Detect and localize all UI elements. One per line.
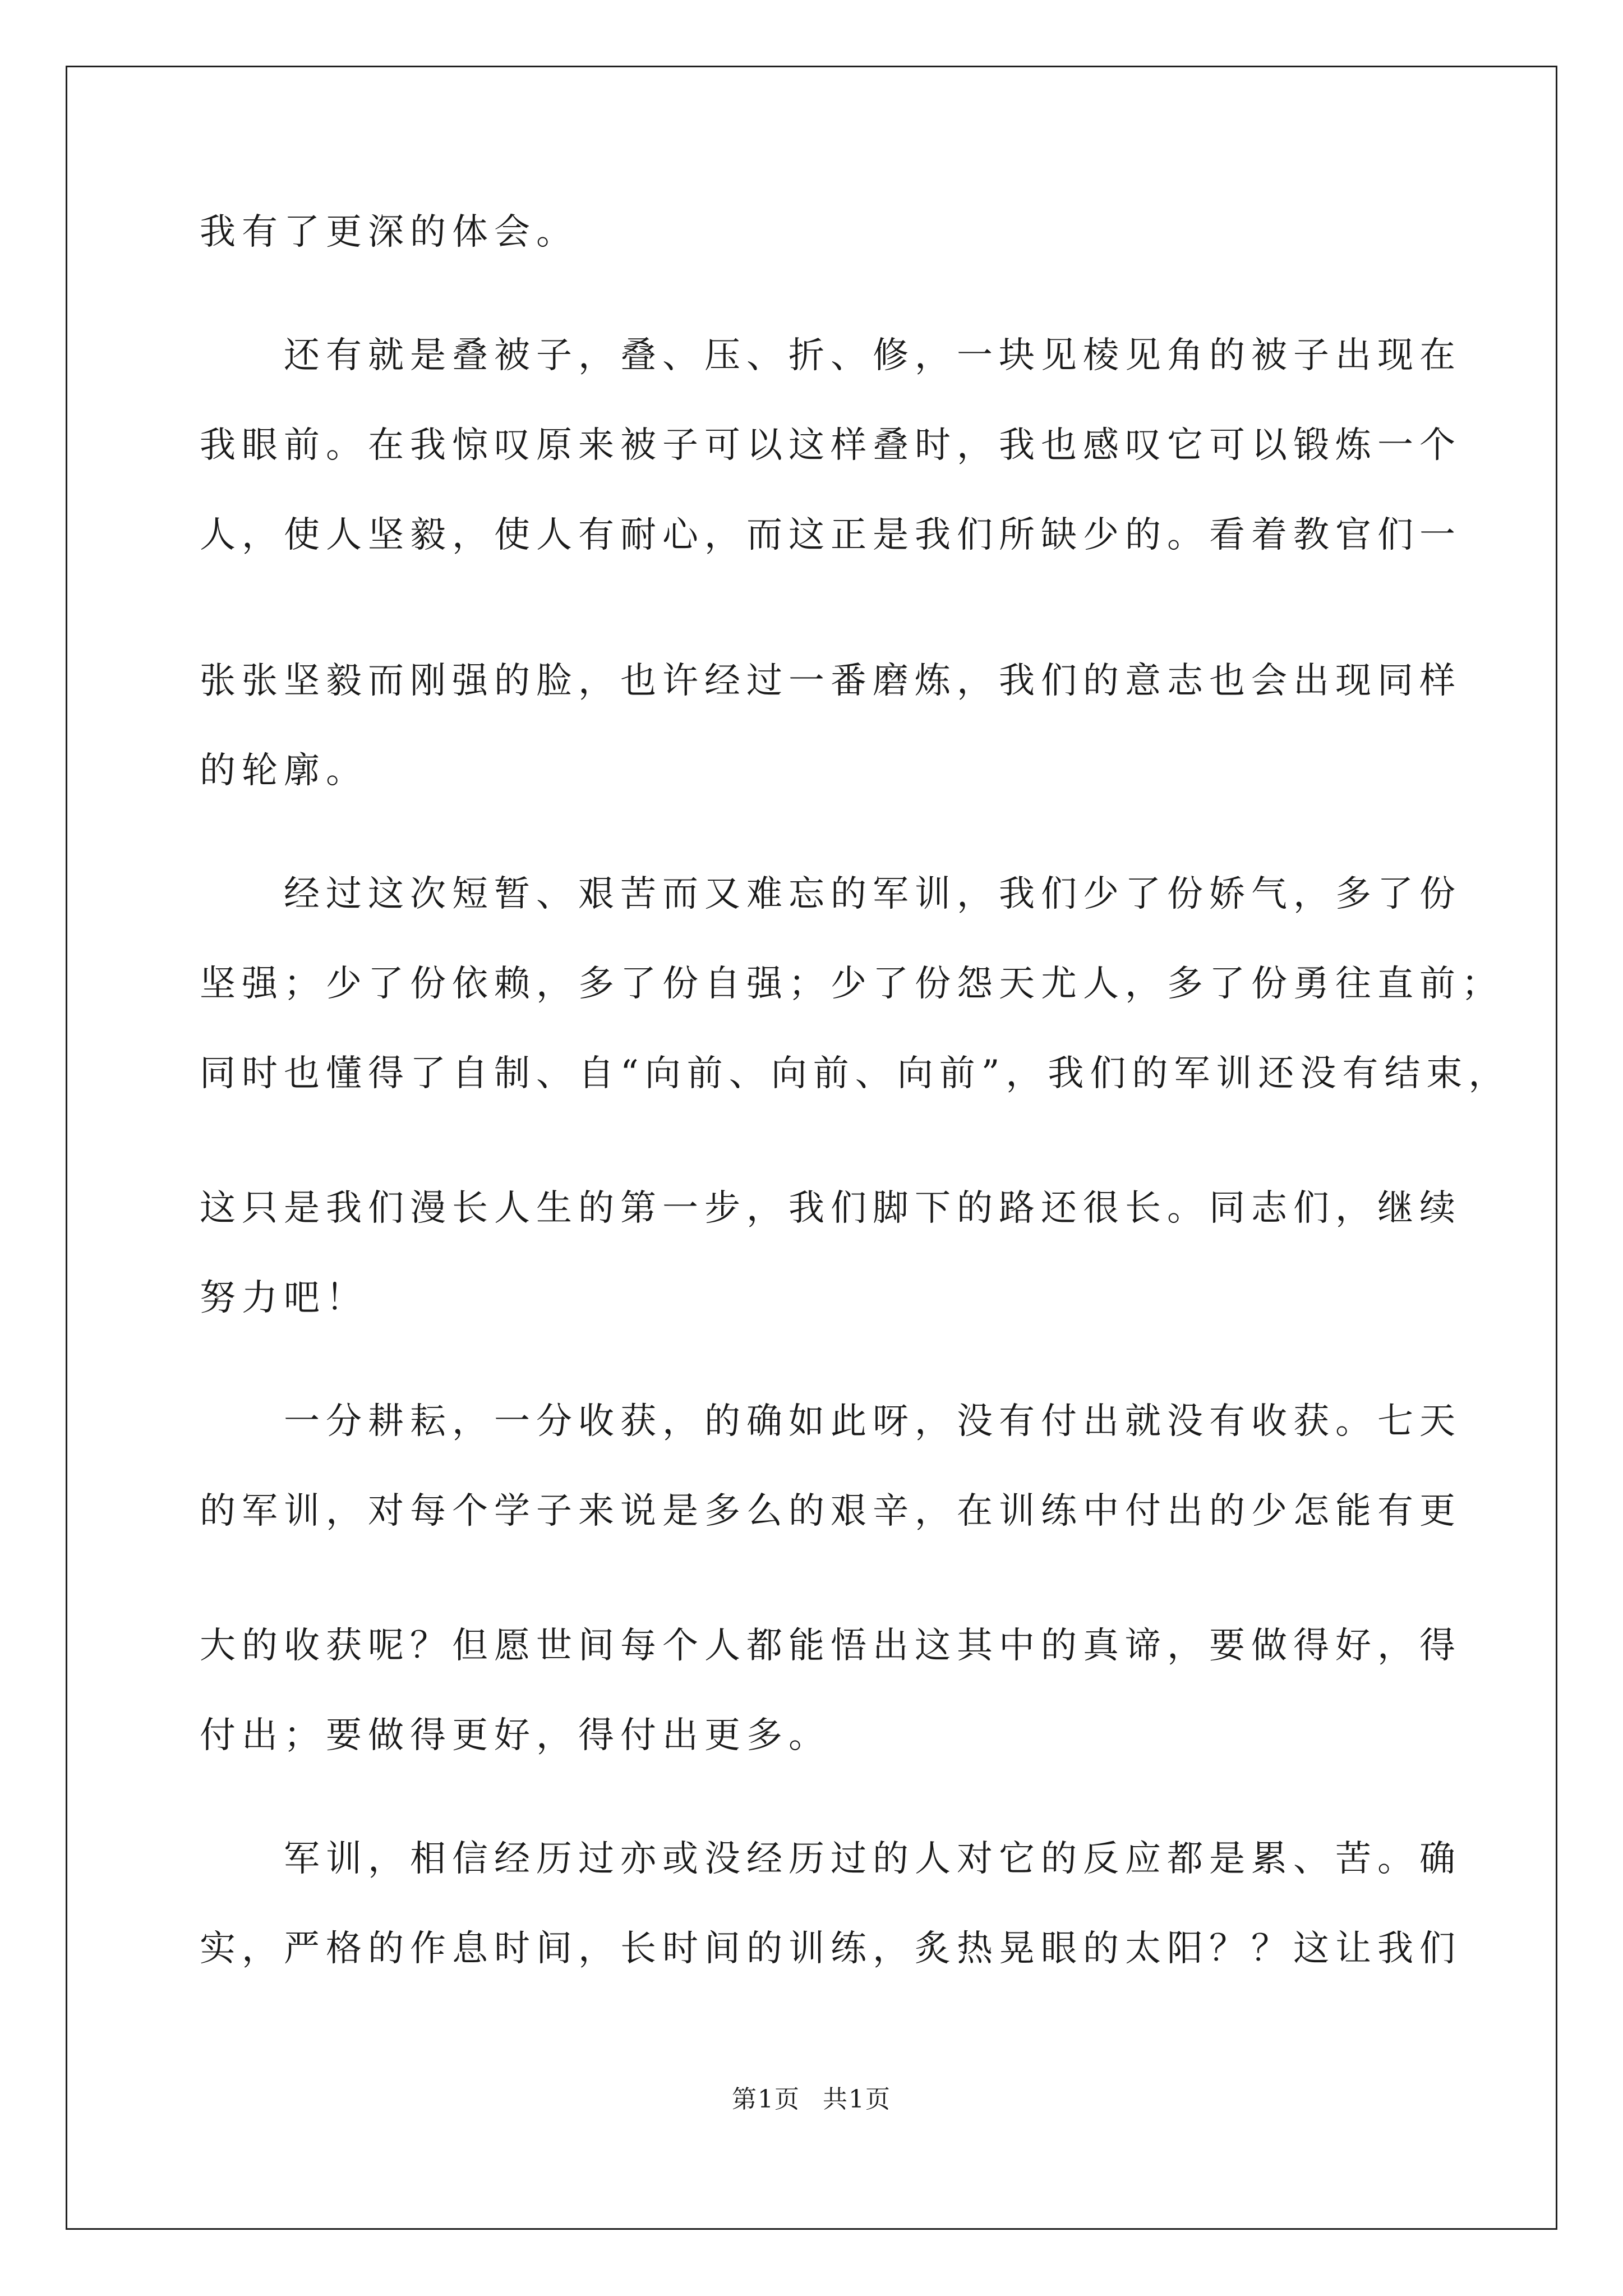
text-line: 的军训，对每个学子来说是多么的艰辛，在训练中付出的少怎能有更 — [200, 1490, 1461, 1532]
text-line: 的轮廓。 — [200, 750, 368, 792]
text-line: 还有就是叠被子，叠、压、折、修，一块见棱见角的被子出现在 — [200, 335, 1461, 376]
text-line: 坚强；少了份依赖，多了份自强；少了份怨天尤人，多了份勇往直前； — [200, 963, 1504, 1005]
text-line: 一分耕耘，一分收获，的确如此呀，没有付出就没有收获。七天 — [200, 1401, 1461, 1442]
text-line: 军训，相信经历过亦或没经历过的人对它的反应都是累、苦。确 — [200, 1838, 1461, 1880]
text-line: 人，使人坚毅，使人有耐心，而这正是我们所缺少的。看着教官们一 — [200, 514, 1461, 556]
text-line: 张张坚毅而刚强的脸，也许经过一番磨炼，我们的意志也会出现同样 — [200, 660, 1461, 702]
page-border — [66, 66, 1557, 2230]
text-line: 大的收获呢？但愿世间每个人都能悟出这其中的真谛，要做得好，得 — [200, 1625, 1461, 1667]
text-line: 我眼前。在我惊叹原来被子可以这样叠时，我也感叹它可以锻炼一个 — [200, 425, 1461, 466]
text-line: 同时也懂得了自制、自“向前、向前、向前”，我们的军训还没有结束， — [200, 1053, 1511, 1094]
page-number: 第1页 — [732, 2085, 800, 2114]
text-line: 付出；要做得更好，得付出更多。 — [200, 1715, 831, 1756]
page-total: 共1页 — [823, 2085, 891, 2114]
text-line: 经过这次短暂、艰苦而又难忘的军训，我们少了份娇气，多了份 — [200, 873, 1461, 915]
text-line: 努力吧！ — [200, 1277, 368, 1319]
text-line: 这只是我们漫长人生的第一步，我们脚下的路还很长。同志们，继续 — [200, 1188, 1461, 1229]
text-line: 实，严格的作息时间，长时间的训练，炙热晃眼的太阳？？这让我们 — [200, 1928, 1461, 1970]
page-footer — [0, 2084, 1623, 2115]
text-line: 我有了更深的体会。 — [200, 211, 578, 253]
